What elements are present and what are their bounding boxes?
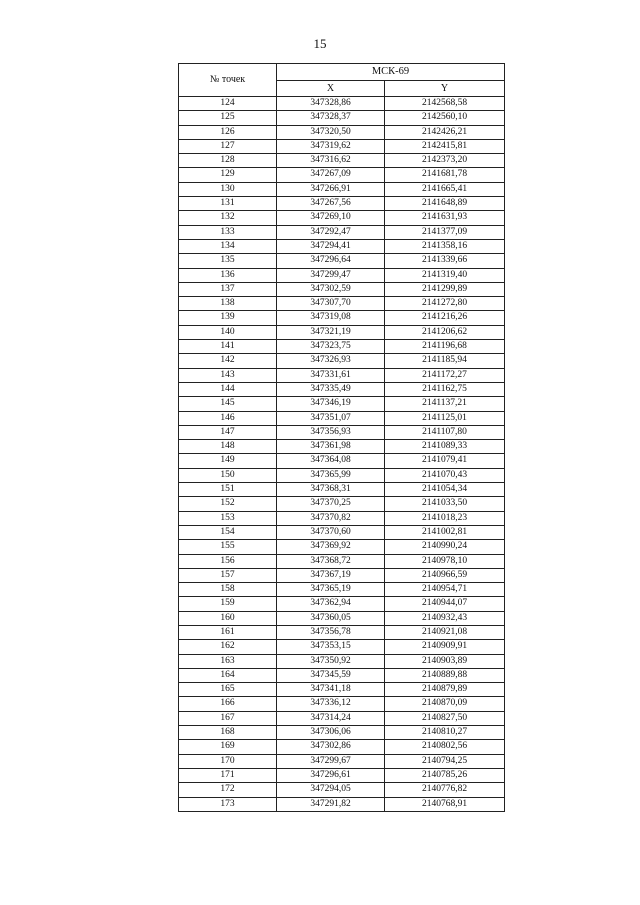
- y-value: 2141107,80: [385, 425, 505, 439]
- x-value: 347341,18: [277, 683, 385, 697]
- coordinate-system-header: МСК-69: [277, 64, 505, 81]
- table-row: [179, 797, 505, 811]
- y-value: 2140794,25: [385, 754, 505, 768]
- point-number: 138: [179, 297, 277, 311]
- x-value: 347364,08: [277, 454, 385, 468]
- y-value: 2141079,41: [385, 454, 505, 468]
- y-value: 2142415,81: [385, 139, 505, 153]
- point-number: 168: [179, 726, 277, 740]
- y-value: 2140944,07: [385, 597, 505, 611]
- table-row: [179, 311, 505, 325]
- x-value: 347350,92: [277, 654, 385, 668]
- y-value: 2141299,89: [385, 282, 505, 296]
- point-number: 130: [179, 182, 277, 196]
- x-value: 347356,78: [277, 625, 385, 639]
- y-value: 2141648,89: [385, 197, 505, 211]
- point-number: 143: [179, 368, 277, 382]
- point-number: 148: [179, 440, 277, 454]
- point-number: 154: [179, 525, 277, 539]
- table-row: [179, 325, 505, 339]
- table-row: [179, 425, 505, 439]
- x-header: X: [277, 81, 385, 97]
- point-number: 149: [179, 454, 277, 468]
- point-number: 160: [179, 611, 277, 625]
- table-row: [179, 382, 505, 396]
- y-value: 2140990,24: [385, 540, 505, 554]
- table-row: [179, 697, 505, 711]
- x-value: 347353,15: [277, 640, 385, 654]
- table-row: [179, 340, 505, 354]
- point-number: 125: [179, 111, 277, 125]
- x-value: 347306,06: [277, 726, 385, 740]
- y-value: 2141665,41: [385, 182, 505, 196]
- x-value: 347302,86: [277, 740, 385, 754]
- x-value: 347307,70: [277, 297, 385, 311]
- point-number: 165: [179, 683, 277, 697]
- point-number: 157: [179, 568, 277, 582]
- y-value: 2141125,01: [385, 411, 505, 425]
- x-value: 347356,93: [277, 425, 385, 439]
- y-value: 2140768,91: [385, 797, 505, 811]
- point-number: 129: [179, 168, 277, 182]
- x-value: 347331,61: [277, 368, 385, 382]
- table-body: [179, 97, 505, 812]
- y-value: 2141339,66: [385, 254, 505, 268]
- table-row: [179, 197, 505, 211]
- table-row: [179, 468, 505, 482]
- x-value: 347369,92: [277, 540, 385, 554]
- table-row: [179, 168, 505, 182]
- point-number: 146: [179, 411, 277, 425]
- point-number: 131: [179, 197, 277, 211]
- x-value: 347328,37: [277, 111, 385, 125]
- table-row: [179, 768, 505, 782]
- y-value: 2141002,81: [385, 525, 505, 539]
- point-number-header: № точек: [179, 64, 277, 97]
- point-number: 161: [179, 625, 277, 639]
- x-value: 347314,24: [277, 711, 385, 725]
- x-value: 347345,59: [277, 668, 385, 682]
- point-number: 167: [179, 711, 277, 725]
- x-value: 347267,09: [277, 168, 385, 182]
- point-number: 141: [179, 340, 277, 354]
- coordinates-table: [178, 63, 505, 812]
- point-number: 151: [179, 483, 277, 497]
- table-row: [179, 239, 505, 253]
- table-row: [179, 354, 505, 368]
- table-row: [179, 683, 505, 697]
- x-value: 347336,12: [277, 697, 385, 711]
- x-value: 347319,08: [277, 311, 385, 325]
- table-row: [179, 640, 505, 654]
- table-row: [179, 97, 505, 111]
- y-value: 2140802,56: [385, 740, 505, 754]
- x-value: 347370,25: [277, 497, 385, 511]
- y-value: 2140909,91: [385, 640, 505, 654]
- x-value: 347292,47: [277, 225, 385, 239]
- y-value: 2141018,23: [385, 511, 505, 525]
- x-value: 347294,41: [277, 239, 385, 253]
- point-number: 163: [179, 654, 277, 668]
- header-row-top: [179, 64, 505, 81]
- table-row: [179, 297, 505, 311]
- point-number: 128: [179, 154, 277, 168]
- table-row: [179, 568, 505, 582]
- y-value: 2142560,10: [385, 111, 505, 125]
- point-number: 172: [179, 783, 277, 797]
- y-value: 2140879,89: [385, 683, 505, 697]
- point-number: 158: [179, 583, 277, 597]
- x-value: 347370,82: [277, 511, 385, 525]
- x-value: 347321,19: [277, 325, 385, 339]
- table-row: [179, 254, 505, 268]
- point-number: 145: [179, 397, 277, 411]
- point-number: 173: [179, 797, 277, 811]
- point-number: 155: [179, 540, 277, 554]
- point-number: 126: [179, 125, 277, 139]
- y-value: 2141377,09: [385, 225, 505, 239]
- y-value: 2141358,16: [385, 239, 505, 253]
- table-row: [179, 625, 505, 639]
- y-value: 2141089,33: [385, 440, 505, 454]
- x-value: 347365,99: [277, 468, 385, 482]
- x-value: 347323,75: [277, 340, 385, 354]
- table-row: [179, 111, 505, 125]
- x-value: 347319,62: [277, 139, 385, 153]
- table-row: [179, 740, 505, 754]
- point-number: 170: [179, 754, 277, 768]
- x-value: 347294,05: [277, 783, 385, 797]
- y-value: 2142568,58: [385, 97, 505, 111]
- point-number: 140: [179, 325, 277, 339]
- y-header: Y: [385, 81, 505, 97]
- table-row: [179, 668, 505, 682]
- x-value: 347328,86: [277, 97, 385, 111]
- table-row: [179, 454, 505, 468]
- x-value: 347370,60: [277, 525, 385, 539]
- y-value: 2141319,40: [385, 268, 505, 282]
- point-number: 162: [179, 640, 277, 654]
- y-value: 2141162,75: [385, 382, 505, 396]
- x-value: 347296,61: [277, 768, 385, 782]
- y-value: 2140776,82: [385, 783, 505, 797]
- point-number: 150: [179, 468, 277, 482]
- y-value: 2141681,78: [385, 168, 505, 182]
- y-value: 2141216,26: [385, 311, 505, 325]
- x-value: 347335,49: [277, 382, 385, 396]
- table-row: [179, 525, 505, 539]
- table-row: [179, 368, 505, 382]
- point-number: 153: [179, 511, 277, 525]
- table-row: [179, 497, 505, 511]
- x-value: 347296,64: [277, 254, 385, 268]
- point-number: 159: [179, 597, 277, 611]
- point-number: 139: [179, 311, 277, 325]
- table-row: [179, 554, 505, 568]
- table-row: [179, 611, 505, 625]
- x-value: 347266,91: [277, 182, 385, 196]
- x-value: 347351,07: [277, 411, 385, 425]
- y-value: 2141631,93: [385, 211, 505, 225]
- x-value: 347269,10: [277, 211, 385, 225]
- point-number: 135: [179, 254, 277, 268]
- x-value: 347362,94: [277, 597, 385, 611]
- table-row: [179, 783, 505, 797]
- x-value: 347299,47: [277, 268, 385, 282]
- y-value: 2140921,08: [385, 625, 505, 639]
- table-row: [179, 583, 505, 597]
- y-value: 2141196,68: [385, 340, 505, 354]
- table-header: [179, 64, 505, 97]
- table-row: [179, 397, 505, 411]
- point-number: 169: [179, 740, 277, 754]
- y-value: 2140932,43: [385, 611, 505, 625]
- y-value: 2141185,94: [385, 354, 505, 368]
- point-number: 134: [179, 239, 277, 253]
- x-value: 347368,72: [277, 554, 385, 568]
- table-row: [179, 125, 505, 139]
- point-number: 132: [179, 211, 277, 225]
- point-number: 156: [179, 554, 277, 568]
- table-row: [179, 754, 505, 768]
- x-value: 347302,59: [277, 282, 385, 296]
- x-value: 347316,62: [277, 154, 385, 168]
- point-number: 144: [179, 382, 277, 396]
- point-number: 127: [179, 139, 277, 153]
- y-value: 2140870,09: [385, 697, 505, 711]
- point-number: 133: [179, 225, 277, 239]
- table-row: [179, 139, 505, 153]
- x-value: 347291,82: [277, 797, 385, 811]
- point-number: 164: [179, 668, 277, 682]
- x-value: 347326,93: [277, 354, 385, 368]
- y-value: 2140903,89: [385, 654, 505, 668]
- table-row: [179, 511, 505, 525]
- point-number: 171: [179, 768, 277, 782]
- point-number: 152: [179, 497, 277, 511]
- y-value: 2141272,80: [385, 297, 505, 311]
- point-number: 147: [179, 425, 277, 439]
- y-value: 2141054,34: [385, 483, 505, 497]
- table-row: [179, 225, 505, 239]
- point-number: 137: [179, 282, 277, 296]
- y-value: 2141137,21: [385, 397, 505, 411]
- y-value: 2141206,62: [385, 325, 505, 339]
- y-value: 2140966,59: [385, 568, 505, 582]
- table-row: [179, 154, 505, 168]
- x-value: 347365,19: [277, 583, 385, 597]
- y-value: 2142426,21: [385, 125, 505, 139]
- x-value: 347368,31: [277, 483, 385, 497]
- y-value: 2140954,71: [385, 583, 505, 597]
- page-number: 15: [313, 36, 327, 51]
- table-row: [179, 268, 505, 282]
- table-row: [179, 711, 505, 725]
- y-value: 2141172,27: [385, 368, 505, 382]
- table-row: [179, 411, 505, 425]
- x-value: 347360,05: [277, 611, 385, 625]
- y-value: 2140889,88: [385, 668, 505, 682]
- y-value: 2140785,26: [385, 768, 505, 782]
- x-value: 347299,67: [277, 754, 385, 768]
- table-row: [179, 726, 505, 740]
- point-number: 142: [179, 354, 277, 368]
- y-value: 2142373,20: [385, 154, 505, 168]
- table-row: [179, 440, 505, 454]
- point-number: 136: [179, 268, 277, 282]
- x-value: 347320,50: [277, 125, 385, 139]
- table-row: [179, 654, 505, 668]
- point-number: 166: [179, 697, 277, 711]
- point-number: 124: [179, 97, 277, 111]
- x-value: 347346,19: [277, 397, 385, 411]
- table-row: [179, 597, 505, 611]
- x-value: 347367,19: [277, 568, 385, 582]
- y-value: 2140810,27: [385, 726, 505, 740]
- table-row: [179, 211, 505, 225]
- table-row: [179, 540, 505, 554]
- x-value: 347267,56: [277, 197, 385, 211]
- y-value: 2141070,43: [385, 468, 505, 482]
- y-value: 2140827,50: [385, 711, 505, 725]
- table-row: [179, 483, 505, 497]
- x-value: 347361,98: [277, 440, 385, 454]
- table-row: [179, 182, 505, 196]
- y-value: 2140978,10: [385, 554, 505, 568]
- y-value: 2141033,50: [385, 497, 505, 511]
- table-row: [179, 282, 505, 296]
